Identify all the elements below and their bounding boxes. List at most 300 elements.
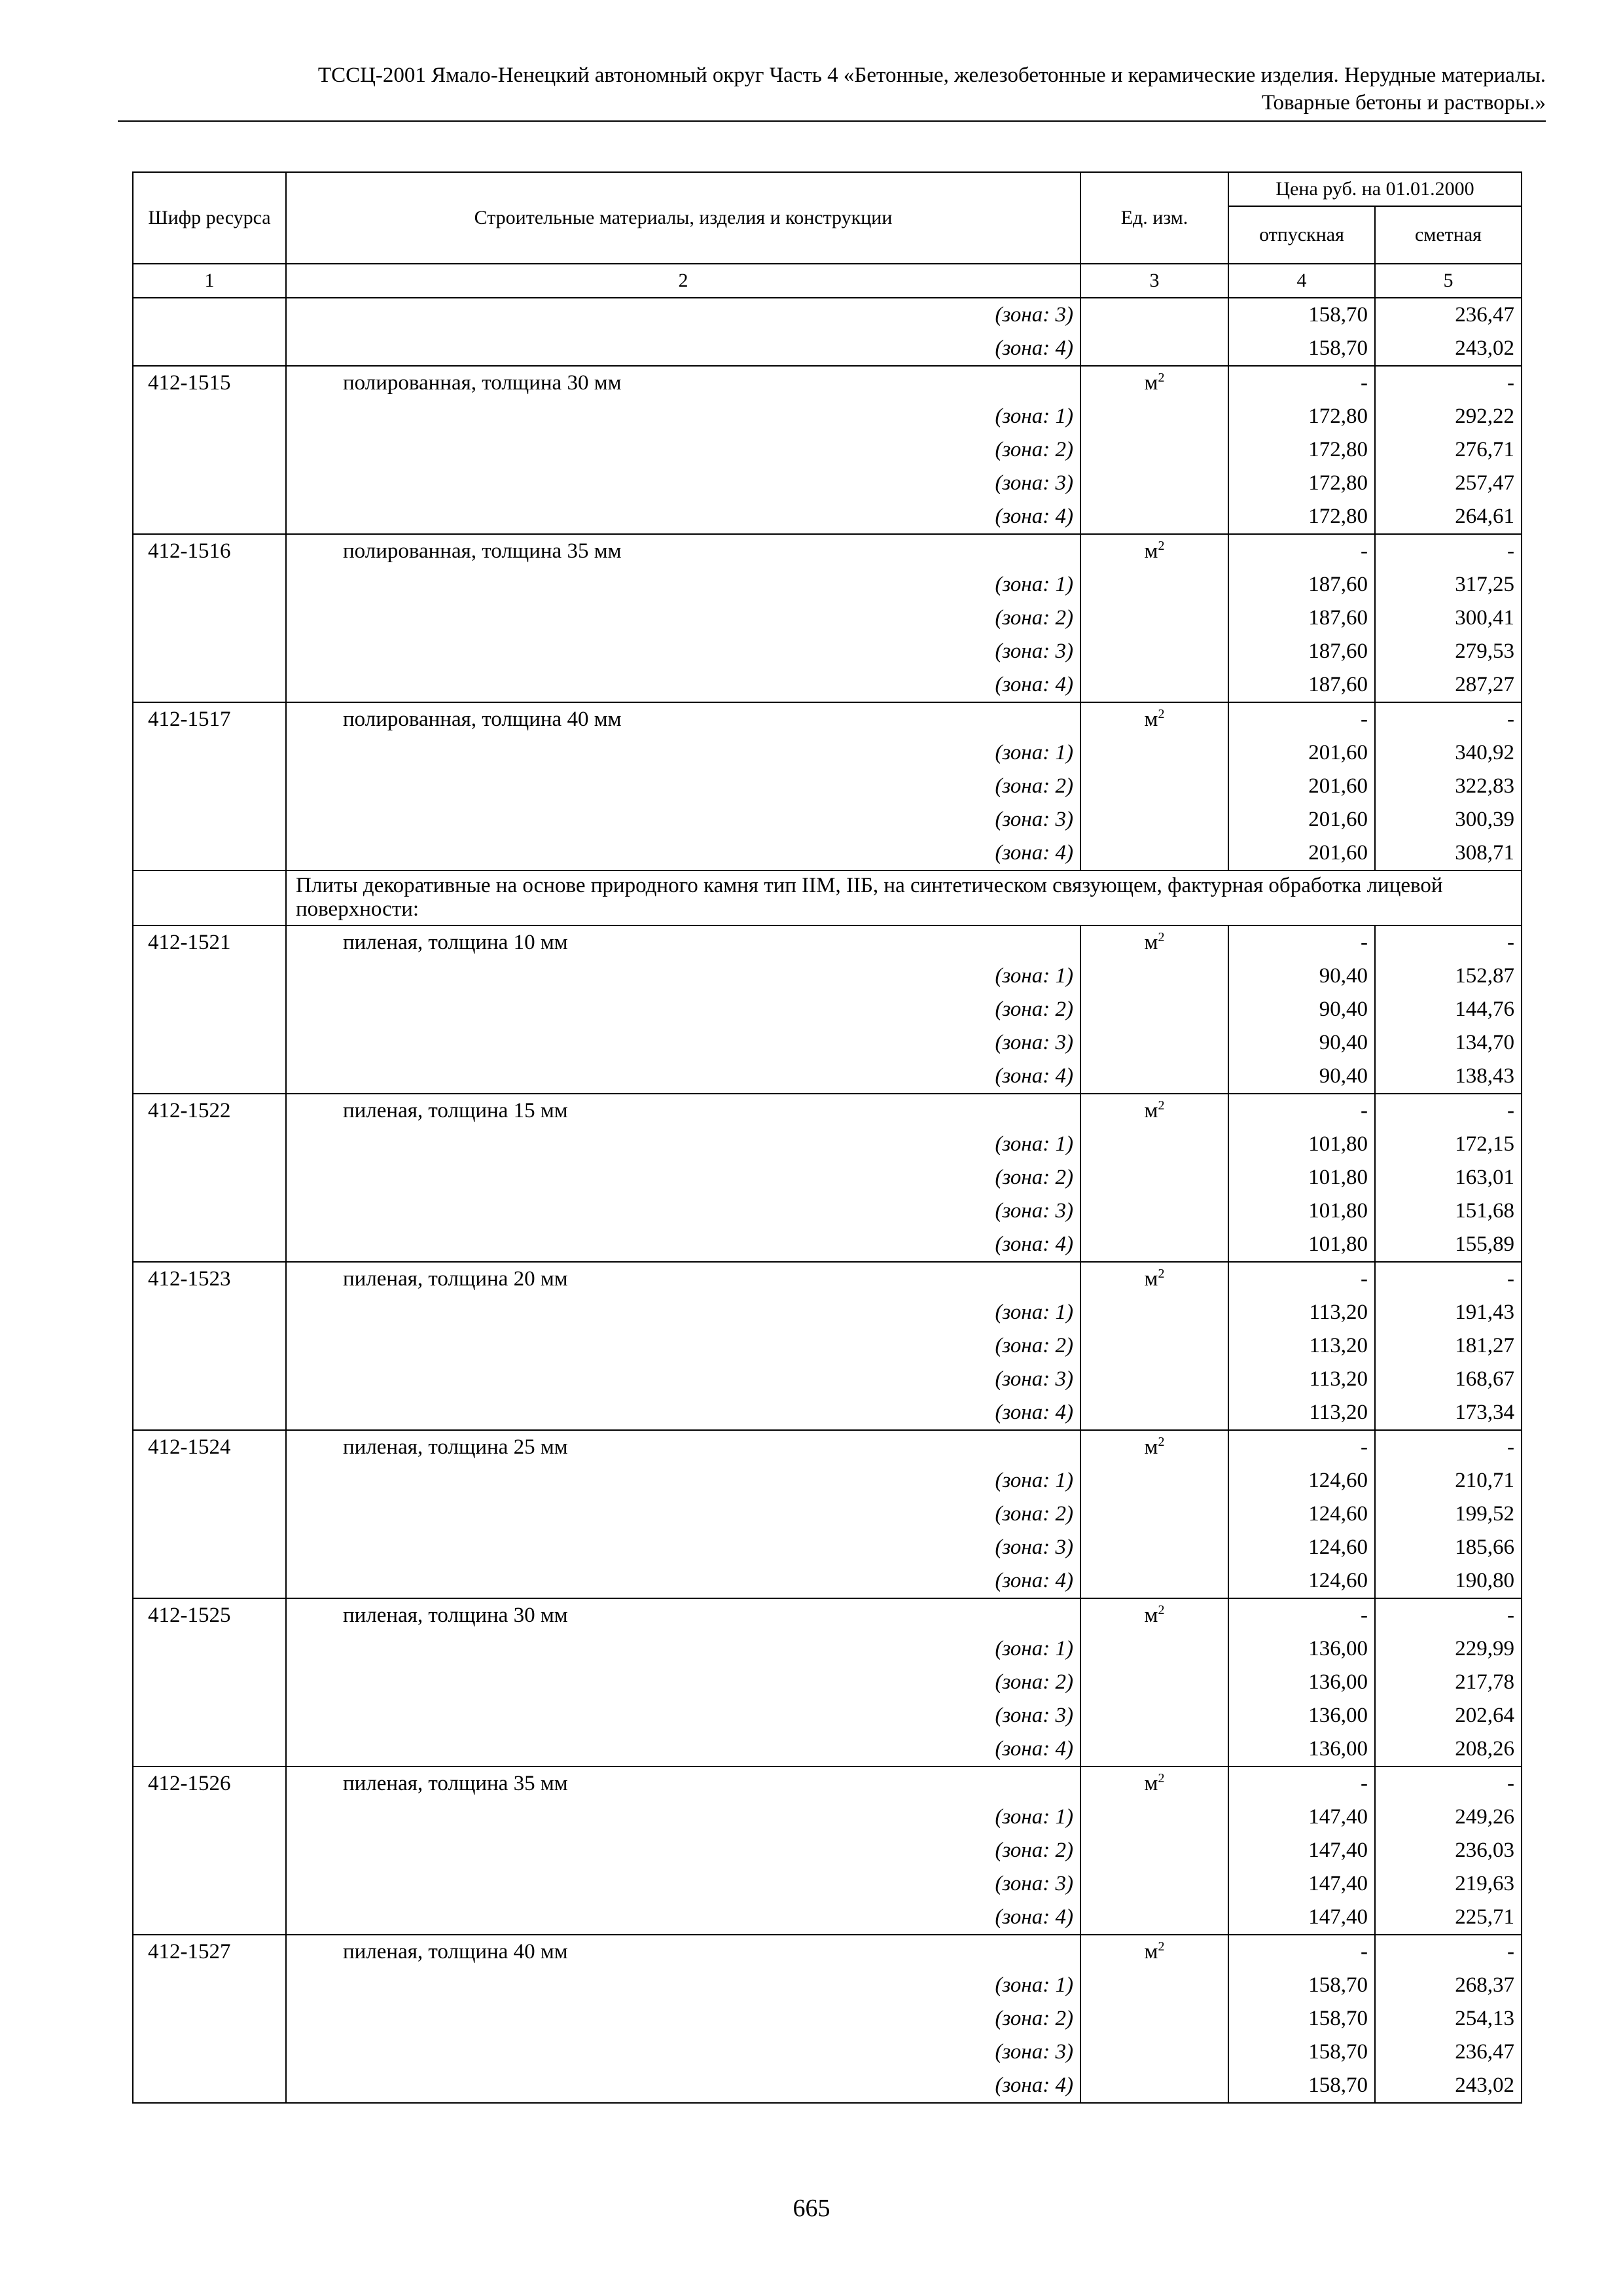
unit-exponent: 2 bbox=[1158, 1435, 1165, 1449]
zone-row bbox=[133, 1699, 1522, 1732]
unit-exponent: 2 bbox=[1158, 707, 1165, 721]
code-cell bbox=[133, 1564, 286, 1598]
estimate-price: 322,83 bbox=[1375, 770, 1522, 803]
unit-cell bbox=[1080, 601, 1228, 635]
release-price: 101,80 bbox=[1228, 1161, 1375, 1194]
code-cell bbox=[133, 1834, 286, 1867]
estimate-price: 264,61 bbox=[1375, 500, 1522, 534]
release-price: 172,80 bbox=[1228, 400, 1375, 433]
zone-row bbox=[133, 1026, 1522, 1060]
unit: м bbox=[1144, 708, 1158, 731]
estimate-price: 229,99 bbox=[1375, 1632, 1522, 1666]
estimate-price: 236,03 bbox=[1375, 1834, 1522, 1867]
material-name: пиленая, толщина 20 мм bbox=[286, 1262, 1080, 1296]
col-number: 2 bbox=[286, 264, 1080, 298]
unit-cell bbox=[1080, 1564, 1228, 1598]
zone-label: (зона: 4) bbox=[286, 500, 1080, 534]
unit-cell bbox=[1080, 500, 1228, 534]
zone-label: (зона: 3) bbox=[286, 1531, 1080, 1564]
code-cell bbox=[133, 1969, 286, 2002]
zone-label: (зона: 3) bbox=[286, 635, 1080, 668]
release-price: 201,60 bbox=[1228, 770, 1375, 803]
zone-row bbox=[133, 960, 1522, 993]
unit-cell bbox=[1080, 332, 1228, 366]
zone-label: (зона: 4) bbox=[286, 1228, 1080, 1262]
zone-label: (зона: 1) bbox=[286, 960, 1080, 993]
release-price: 187,60 bbox=[1228, 668, 1375, 702]
release-price: 172,80 bbox=[1228, 433, 1375, 467]
zone-row bbox=[133, 1564, 1522, 1598]
unit-cell bbox=[1080, 1161, 1228, 1194]
release-price: 113,20 bbox=[1228, 1363, 1375, 1396]
col-header-price: Цена руб. на 01.01.2000 bbox=[1228, 172, 1522, 206]
resource-code: 412-1523 bbox=[133, 1262, 286, 1296]
header-line-2: Товарные бетоны и растворы.» bbox=[1261, 91, 1546, 115]
release-price: 201,60 bbox=[1228, 803, 1375, 836]
unit-cell bbox=[1080, 993, 1228, 1026]
zone-label: (зона: 3) bbox=[286, 1363, 1080, 1396]
col-number: 4 bbox=[1228, 264, 1375, 298]
table-body bbox=[133, 298, 1522, 2103]
unit-cell bbox=[1080, 2069, 1228, 2103]
page-header bbox=[118, 62, 1546, 117]
unit-cell bbox=[1080, 1060, 1228, 1094]
unit-exponent: 2 bbox=[1158, 1771, 1165, 1785]
table-row bbox=[133, 534, 1522, 568]
zone-row bbox=[133, 1464, 1522, 1498]
code-cell bbox=[133, 870, 286, 925]
estimate-price: - bbox=[1375, 925, 1522, 960]
release-price: 172,80 bbox=[1228, 500, 1375, 534]
release-price: 187,60 bbox=[1228, 568, 1375, 601]
unit-exponent: 2 bbox=[1158, 1098, 1165, 1113]
code-cell bbox=[133, 1296, 286, 1329]
code-cell bbox=[133, 1464, 286, 1498]
code-cell bbox=[133, 1732, 286, 1767]
zone-label: (зона: 1) bbox=[286, 1969, 1080, 2002]
zone-label: (зона: 2) bbox=[286, 601, 1080, 635]
zone-row bbox=[133, 1732, 1522, 1767]
code-cell bbox=[133, 1632, 286, 1666]
resource-code: 412-1521 bbox=[133, 925, 286, 960]
unit-cell bbox=[1080, 2002, 1228, 2036]
unit: м bbox=[1144, 1940, 1158, 1964]
release-price: 147,40 bbox=[1228, 1801, 1375, 1834]
zone-row bbox=[133, 1194, 1522, 1228]
zone-row bbox=[133, 568, 1522, 601]
estimate-price: 144,76 bbox=[1375, 993, 1522, 1026]
unit-cell bbox=[1080, 635, 1228, 668]
zone-row bbox=[133, 1329, 1522, 1363]
zone-row bbox=[133, 770, 1522, 803]
estimate-price: 287,27 bbox=[1375, 668, 1522, 702]
zone-row bbox=[133, 1296, 1522, 1329]
resource-code: 412-1525 bbox=[133, 1598, 286, 1632]
zone-row bbox=[133, 1901, 1522, 1935]
zone-label: (зона: 2) bbox=[286, 1498, 1080, 1531]
zone-label: (зона: 3) bbox=[286, 803, 1080, 836]
zone-label: (зона: 2) bbox=[286, 1666, 1080, 1699]
unit: м bbox=[1144, 931, 1158, 954]
zone-label: (зона: 2) bbox=[286, 770, 1080, 803]
zone-row bbox=[133, 1396, 1522, 1430]
unit-cell bbox=[1080, 1262, 1228, 1296]
zone-row bbox=[133, 1969, 1522, 2002]
unit-cell bbox=[1080, 1732, 1228, 1767]
release-price: 158,70 bbox=[1228, 1969, 1375, 2002]
zone-row bbox=[133, 2036, 1522, 2069]
estimate-price: 190,80 bbox=[1375, 1564, 1522, 1598]
unit: м bbox=[1144, 1435, 1158, 1459]
estimate-price: 340,92 bbox=[1375, 736, 1522, 770]
zone-row bbox=[133, 2002, 1522, 2036]
release-price: - bbox=[1228, 1094, 1375, 1128]
unit-cell bbox=[1080, 1666, 1228, 1699]
unit-cell bbox=[1080, 1363, 1228, 1396]
zone-label: (зона: 4) bbox=[286, 1060, 1080, 1094]
zone-row bbox=[133, 1228, 1522, 1262]
code-cell bbox=[133, 568, 286, 601]
release-price: 124,60 bbox=[1228, 1498, 1375, 1531]
zone-label: (зона: 1) bbox=[286, 1296, 1080, 1329]
release-price: 201,60 bbox=[1228, 836, 1375, 870]
estimate-price: 254,13 bbox=[1375, 2002, 1522, 2036]
unit-cell bbox=[1080, 1867, 1228, 1901]
estimate-price: - bbox=[1375, 702, 1522, 736]
zone-label: (зона: 1) bbox=[286, 1632, 1080, 1666]
zone-label: (зона: 4) bbox=[286, 668, 1080, 702]
zone-label: (зона: 3) bbox=[286, 1026, 1080, 1060]
estimate-price: 257,47 bbox=[1375, 467, 1522, 500]
unit-cell bbox=[1080, 668, 1228, 702]
code-cell bbox=[133, 1363, 286, 1396]
table-row bbox=[133, 925, 1522, 960]
estimate-price: 279,53 bbox=[1375, 635, 1522, 668]
release-price: 113,20 bbox=[1228, 1396, 1375, 1430]
code-cell bbox=[133, 1329, 286, 1363]
estimate-price: 191,43 bbox=[1375, 1296, 1522, 1329]
unit-exponent: 2 bbox=[1158, 1266, 1165, 1281]
estimate-price: 155,89 bbox=[1375, 1228, 1522, 1262]
estimate-price: - bbox=[1375, 1767, 1522, 1801]
zone-row bbox=[133, 1632, 1522, 1666]
code-cell bbox=[133, 1801, 286, 1834]
code-cell bbox=[133, 960, 286, 993]
table-row bbox=[133, 366, 1522, 400]
unit-cell bbox=[1080, 1194, 1228, 1228]
release-price: 101,80 bbox=[1228, 1228, 1375, 1262]
unit-cell bbox=[1080, 1228, 1228, 1262]
code-cell bbox=[133, 803, 286, 836]
estimate-price: 138,43 bbox=[1375, 1060, 1522, 1094]
release-price: 187,60 bbox=[1228, 635, 1375, 668]
estimate-price: 243,02 bbox=[1375, 332, 1522, 366]
material-name: полированная, толщина 40 мм bbox=[286, 702, 1080, 736]
zone-label: (зона: 2) bbox=[286, 1834, 1080, 1867]
release-price: 158,70 bbox=[1228, 2069, 1375, 2103]
estimate-price: 317,25 bbox=[1375, 568, 1522, 601]
zone-label: (зона: 3) bbox=[286, 2036, 1080, 2069]
zone-label: (зона: 4) bbox=[286, 1396, 1080, 1430]
unit-cell bbox=[1080, 1969, 1228, 2002]
code-cell bbox=[133, 1531, 286, 1564]
zone-label: (зона: 4) bbox=[286, 1564, 1080, 1598]
unit-cell bbox=[1080, 1531, 1228, 1564]
zone-row bbox=[133, 736, 1522, 770]
zone-row bbox=[133, 1801, 1522, 1834]
release-price: - bbox=[1228, 1262, 1375, 1296]
code-cell bbox=[133, 1161, 286, 1194]
col-number: 1 bbox=[133, 264, 286, 298]
zone-label: (зона: 1) bbox=[286, 400, 1080, 433]
estimate-price: 243,02 bbox=[1375, 2069, 1522, 2103]
code-cell bbox=[133, 2002, 286, 2036]
section-heading-row bbox=[133, 870, 1522, 925]
table-row bbox=[133, 702, 1522, 736]
unit-cell bbox=[1080, 298, 1228, 332]
estimate-price: 202,64 bbox=[1375, 1699, 1522, 1732]
unit: м bbox=[1144, 1772, 1158, 1795]
zone-label: (зона: 4) bbox=[286, 332, 1080, 366]
estimate-price: 134,70 bbox=[1375, 1026, 1522, 1060]
resource-code: 412-1522 bbox=[133, 1094, 286, 1128]
resource-code: 412-1516 bbox=[133, 534, 286, 568]
zone-row bbox=[133, 1363, 1522, 1396]
release-price: 172,80 bbox=[1228, 467, 1375, 500]
material-name: пиленая, толщина 40 мм bbox=[286, 1935, 1080, 1969]
estimate-price: - bbox=[1375, 1935, 1522, 1969]
price-table bbox=[132, 171, 1522, 2104]
estimate-price: 210,71 bbox=[1375, 1464, 1522, 1498]
table-row bbox=[133, 1430, 1522, 1464]
release-price: 113,20 bbox=[1228, 1296, 1375, 1329]
unit-cell bbox=[1080, 770, 1228, 803]
code-cell bbox=[133, 2069, 286, 2103]
zone-row bbox=[133, 298, 1522, 332]
release-price: 147,40 bbox=[1228, 1867, 1375, 1901]
release-price: - bbox=[1228, 1935, 1375, 1969]
release-price: 158,70 bbox=[1228, 2002, 1375, 2036]
estimate-price: - bbox=[1375, 366, 1522, 400]
code-cell bbox=[133, 1060, 286, 1094]
unit-cell bbox=[1080, 1801, 1228, 1834]
unit: м bbox=[1144, 1604, 1158, 1627]
estimate-price: - bbox=[1375, 1430, 1522, 1464]
release-price: 90,40 bbox=[1228, 1026, 1375, 1060]
unit-cell bbox=[1080, 1296, 1228, 1329]
code-cell bbox=[133, 400, 286, 433]
estimate-price: 152,87 bbox=[1375, 960, 1522, 993]
material-name: полированная, толщина 30 мм bbox=[286, 366, 1080, 400]
zone-label: (зона: 2) bbox=[286, 433, 1080, 467]
zone-label: (зона: 3) bbox=[286, 298, 1080, 332]
release-price: 158,70 bbox=[1228, 2036, 1375, 2069]
release-price: - bbox=[1228, 1430, 1375, 1464]
material-name: полированная, толщина 35 мм bbox=[286, 534, 1080, 568]
estimate-price: 219,63 bbox=[1375, 1867, 1522, 1901]
estimate-price: 172,15 bbox=[1375, 1128, 1522, 1161]
unit-cell bbox=[1080, 2036, 1228, 2069]
col-header-name: Строительные материалы, изделия и конструкции bbox=[286, 172, 1080, 264]
zone-label: (зона: 1) bbox=[286, 568, 1080, 601]
unit-cell bbox=[1080, 568, 1228, 601]
zone-row bbox=[133, 1834, 1522, 1867]
unit-cell bbox=[1080, 1464, 1228, 1498]
zone-row bbox=[133, 433, 1522, 467]
release-price: 136,00 bbox=[1228, 1732, 1375, 1767]
code-cell bbox=[133, 1396, 286, 1430]
zone-row bbox=[133, 400, 1522, 433]
zone-label: (зона: 3) bbox=[286, 1194, 1080, 1228]
estimate-price: 300,41 bbox=[1375, 601, 1522, 635]
zone-label: (зона: 3) bbox=[286, 1867, 1080, 1901]
release-price: 90,40 bbox=[1228, 993, 1375, 1026]
material-name: пиленая, толщина 15 мм bbox=[286, 1094, 1080, 1128]
zone-label: (зона: 4) bbox=[286, 2069, 1080, 2103]
release-price: - bbox=[1228, 366, 1375, 400]
zone-row bbox=[133, 1060, 1522, 1094]
zone-row bbox=[133, 1666, 1522, 1699]
estimate-price: - bbox=[1375, 1094, 1522, 1128]
estimate-price: - bbox=[1375, 1262, 1522, 1296]
zone-label: (зона: 3) bbox=[286, 1699, 1080, 1732]
code-cell bbox=[133, 635, 286, 668]
code-cell bbox=[133, 1228, 286, 1262]
unit-cell bbox=[1080, 433, 1228, 467]
release-price: 124,60 bbox=[1228, 1464, 1375, 1498]
resource-code: 412-1527 bbox=[133, 1935, 286, 1969]
release-price: 90,40 bbox=[1228, 960, 1375, 993]
zone-row bbox=[133, 993, 1522, 1026]
zone-row bbox=[133, 803, 1522, 836]
estimate-price: 300,39 bbox=[1375, 803, 1522, 836]
col-number: 3 bbox=[1080, 264, 1228, 298]
estimate-price: 268,37 bbox=[1375, 1969, 1522, 2002]
estimate-price: 292,22 bbox=[1375, 400, 1522, 433]
code-cell bbox=[133, 668, 286, 702]
estimate-price: - bbox=[1375, 1598, 1522, 1632]
table-row bbox=[133, 1262, 1522, 1296]
table-row bbox=[133, 1598, 1522, 1632]
resource-code: 412-1524 bbox=[133, 1430, 286, 1464]
col-number: 5 bbox=[1375, 264, 1522, 298]
unit-cell bbox=[1080, 1632, 1228, 1666]
zone-label: (зона: 1) bbox=[286, 1801, 1080, 1834]
zone-row bbox=[133, 1867, 1522, 1901]
code-cell bbox=[133, 601, 286, 635]
material-name: пиленая, толщина 30 мм bbox=[286, 1598, 1080, 1632]
unit-cell bbox=[1080, 467, 1228, 500]
zone-row bbox=[133, 332, 1522, 366]
zone-label: (зона: 4) bbox=[286, 836, 1080, 870]
zone-label: (зона: 2) bbox=[286, 1161, 1080, 1194]
zone-row bbox=[133, 2069, 1522, 2103]
unit-exponent: 2 bbox=[1158, 1939, 1165, 1954]
code-cell bbox=[133, 1901, 286, 1935]
unit-cell bbox=[1080, 1767, 1228, 1801]
release-price: - bbox=[1228, 925, 1375, 960]
release-price: - bbox=[1228, 702, 1375, 736]
unit-cell bbox=[1080, 1396, 1228, 1430]
zone-row bbox=[133, 1531, 1522, 1564]
unit-cell bbox=[1080, 1026, 1228, 1060]
estimate-price: 225,71 bbox=[1375, 1901, 1522, 1935]
release-price: - bbox=[1228, 1598, 1375, 1632]
unit-cell bbox=[1080, 1430, 1228, 1464]
code-cell bbox=[133, 467, 286, 500]
estimate-price: 168,67 bbox=[1375, 1363, 1522, 1396]
code-cell bbox=[133, 1498, 286, 1531]
release-price: 101,80 bbox=[1228, 1128, 1375, 1161]
resource-code: 412-1526 bbox=[133, 1767, 286, 1801]
unit-exponent: 2 bbox=[1158, 370, 1165, 385]
code-cell bbox=[133, 433, 286, 467]
unit-cell bbox=[1080, 836, 1228, 870]
table-row bbox=[133, 1094, 1522, 1128]
zone-row bbox=[133, 1161, 1522, 1194]
code-cell bbox=[133, 1699, 286, 1732]
release-price: 124,60 bbox=[1228, 1564, 1375, 1598]
estimate-price: 249,26 bbox=[1375, 1801, 1522, 1834]
unit-cell bbox=[1080, 1834, 1228, 1867]
estimate-price: 185,66 bbox=[1375, 1531, 1522, 1564]
zone-row bbox=[133, 1498, 1522, 1531]
release-price: 136,00 bbox=[1228, 1632, 1375, 1666]
code-cell bbox=[133, 993, 286, 1026]
col-header-estimate: сметная bbox=[1375, 206, 1522, 264]
header-divider bbox=[118, 120, 1546, 122]
code-cell bbox=[133, 298, 286, 332]
zone-row bbox=[133, 1128, 1522, 1161]
unit-cell bbox=[1080, 1699, 1228, 1732]
estimate-price: 173,34 bbox=[1375, 1396, 1522, 1430]
zone-label: (зона: 4) bbox=[286, 1732, 1080, 1767]
unit-cell bbox=[1080, 366, 1228, 400]
zone-row bbox=[133, 601, 1522, 635]
code-cell bbox=[133, 1194, 286, 1228]
release-price: 136,00 bbox=[1228, 1699, 1375, 1732]
unit-cell bbox=[1080, 1498, 1228, 1531]
unit: м bbox=[1144, 371, 1158, 395]
release-price: 124,60 bbox=[1228, 1531, 1375, 1564]
code-cell bbox=[133, 1867, 286, 1901]
material-name: пиленая, толщина 10 мм bbox=[286, 925, 1080, 960]
unit-cell bbox=[1080, 1598, 1228, 1632]
unit-cell bbox=[1080, 1901, 1228, 1935]
unit-cell bbox=[1080, 925, 1228, 960]
col-header-code: Шифр ресурса bbox=[133, 172, 286, 264]
unit-cell bbox=[1080, 702, 1228, 736]
code-cell bbox=[133, 1128, 286, 1161]
zone-label: (зона: 4) bbox=[286, 1901, 1080, 1935]
estimate-price: 163,01 bbox=[1375, 1161, 1522, 1194]
code-cell bbox=[133, 736, 286, 770]
code-cell bbox=[133, 836, 286, 870]
zone-label: (зона: 1) bbox=[286, 1128, 1080, 1161]
release-price: 158,70 bbox=[1228, 332, 1375, 366]
release-price: 113,20 bbox=[1228, 1329, 1375, 1363]
estimate-price: 276,71 bbox=[1375, 433, 1522, 467]
material-name: пиленая, толщина 25 мм bbox=[286, 1430, 1080, 1464]
estimate-price: - bbox=[1375, 534, 1522, 568]
release-price: 187,60 bbox=[1228, 601, 1375, 635]
estimate-price: 236,47 bbox=[1375, 2036, 1522, 2069]
estimate-price: 308,71 bbox=[1375, 836, 1522, 870]
unit-cell bbox=[1080, 736, 1228, 770]
material-name: пиленая, толщина 35 мм bbox=[286, 1767, 1080, 1801]
code-cell bbox=[133, 1666, 286, 1699]
zone-row bbox=[133, 836, 1522, 870]
